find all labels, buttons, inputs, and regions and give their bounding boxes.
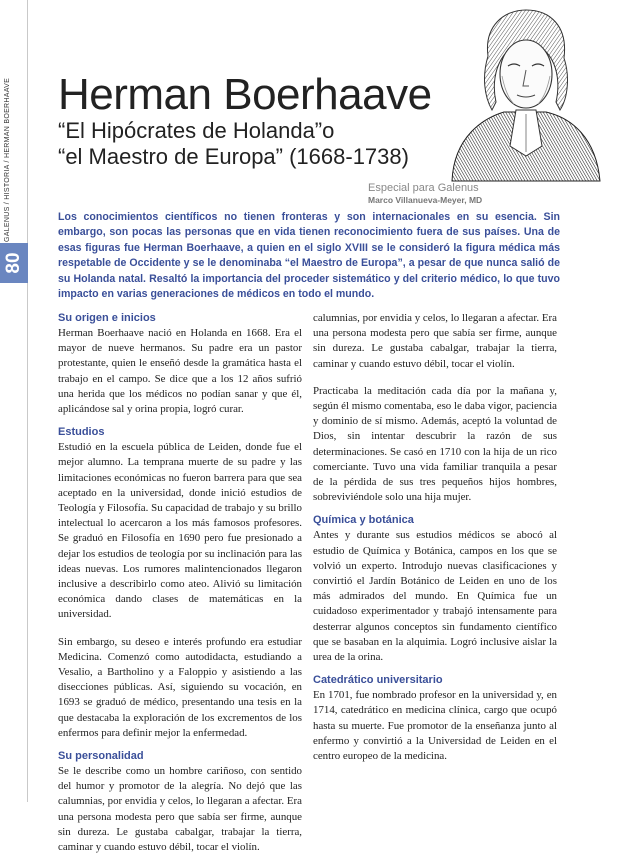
special-credit: Especial para Galenus <box>368 182 479 194</box>
lead-paragraph: Los conocimientos científicos no tienen fronteras y son internacionales en su esencia. Sin embargo, son pocas las personas que en vida tienen reconocimiento fuera de sus países. Una de esas figuras fue Herman Boerhaave, a quien en el siglo XVIII se le consideró la figura médica más respetable de Occidente y se le denominaba “el Maestro de Europa”, a pesar de que nunca salió de su Holanda natal. Resaltó la importancia del proceder sistemático y del criterio médico, lo que tuvo impacto en varias generaciones de médicos en todo el mundo. <box>58 211 560 301</box>
paragraph-estudios-2: Sin embargo, su deseo e interés profundo era estudiar Medicina. Comenzó como autodidacta, estudiando a Vesalio, a Bartholino y a Faloppio y asistiendo a las disecciones públicas. Así, siguiendo su vocación, en 1693 se graduó de médico, presentando una tesis en la que destacaba la exploración de los excrementos de los enfermos para definir mejor la enfermedad. <box>58 635 302 739</box>
paragraph-personalidad-1: Se le describe como un hombre cariñoso, con sentido del humor y promotor de la alegría. No dejó que las calumnias, por envidia y celos, lo llegaran a afectar. Era una persona modesta pero que sabía ser firme, aunque sin dureza. Le gustaba cabalgar, trabajar la tierra, caminar y cuando estuvo débil, tocar el violín. <box>58 765 302 854</box>
subtitle-line-1: “El Hipócrates de Holanda”o <box>58 118 335 143</box>
sidebar-divider <box>27 0 28 802</box>
section-heading-estudios: Estudios <box>58 426 105 439</box>
author-byline: Marco Villanueva-Meyer, MD <box>368 195 483 205</box>
right-column <box>313 311 557 764</box>
article-title: Herman Boerhaave <box>58 70 432 119</box>
section-heading-quimica: Química y botánica <box>313 514 414 527</box>
page-number: 80 <box>3 252 24 274</box>
running-head: GALENUS / HISTORIA / HERMAN BOERHAAVE <box>4 77 11 242</box>
paragraph-personalidad-2: calumnias, por envidia y celos, lo llegaran a afectar. Era una persona modesta pero que sabía ser firme, aunque sin dureza. Le gustaba cabalgar, trabajar la tierra, caminar y cuando estuvo débil, tocar el violín. <box>313 312 557 370</box>
paragraph-estudios-1: Estudió en la escuela pública de Leiden, donde fue el mejor alumno. La temprana muerte de su padre y las limitaciones económicas no fueron barrera para que sea aceptado en la universidad, donde inició estudios de Teología y Filosofía. Su capacidad de trabajo y su brillo intelectual lo acercaron a los más famosos profesores. Se graduó en Filosofía en 1690 pero fue presionado a dejar los estudios de teología por su inclinación para las ideas nuevas. Los rumores malintencionados llegaron inclusive a describirlo como ateo. Alivió su limitación económica dando clases de matemáticas en la universidad. <box>58 441 302 621</box>
paragraph-origen: Herman Boerhaave nació en Holanda en 1668. Era el mayor de nueve hermanos. Su padre era un pastor protestante, quien le enseñó desde la gramática hasta el trabajo en el campo. Se dice que a los 12 años sufrió una herida que los médicos no podían sanar y que él, aplicándose sal y orina propia, logró curar. <box>58 327 302 416</box>
engraved-portrait-icon <box>444 6 604 181</box>
section-heading-origen: Su origen e inicios <box>58 312 156 324</box>
section-heading-catedratico: Catedrático universitario <box>313 674 443 687</box>
paragraph-quimica: Antes y durante sus estudios médicos se abocó al estudio de Química y Botánica, campos en los que se volvió un experto. Introdujo nuevas clasificaciones y convirtió el Jardín Botánico de Leiden en uno de los más admirados del mundo. En Química fue un cuidadoso experimentador y trabajó intensamente para desterrar algunos conceptos sin fundamento científico que se basaban en la alquimia. Logró inclusive aislar la urea de la orina. <box>313 529 557 664</box>
paragraph-catedratico: En 1701, fue nombrado profesor en la universidad y, en 1714, catedrático en medicina clínica, cargo que ocupó hasta su muerte. Fue promotor de la enseñanza junto al enfermo y convirtió a la Universidad de Leiden en el centro europeo de la medicina. <box>313 689 557 763</box>
left-column <box>58 311 302 854</box>
subtitle-line-2: “el Maestro de Europa” (1668-1738) <box>58 144 409 169</box>
section-heading-personalidad: Su personalidad <box>58 750 144 763</box>
paragraph-personalidad-3: Practicaba la meditación cada día por la mañana y, según él mismo comentaba, eso le daba vigor, paciencia y dominio de sí mismo. Además, aceptó la voluntad de Dios, sin intentar descubrir la razón de sus determinaciones. Se casó en 1710 con la hija de un rico comerciante. Tuvo una vida familiar tranquila a pesar de la pérdida de sus tres pequeños hijos hombres, sobreviviéndole solo una hija mujer. <box>313 384 557 504</box>
